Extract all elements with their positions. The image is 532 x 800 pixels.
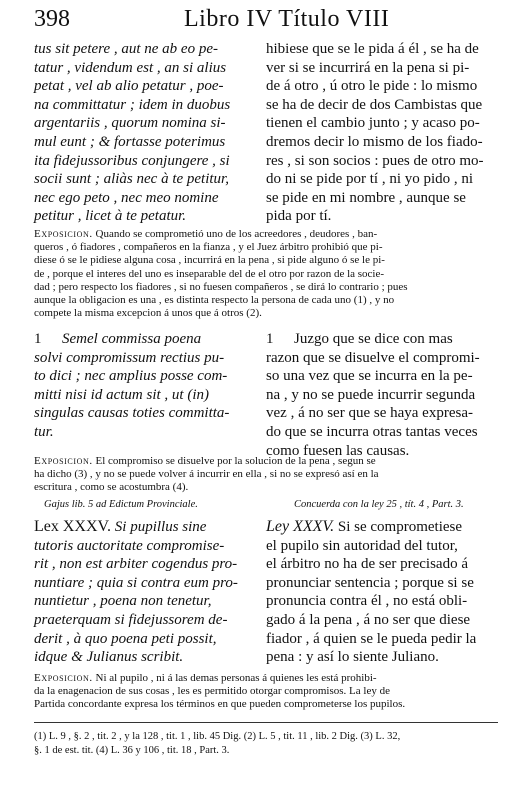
spanish-line: el árbitro no ha de ser precisado á (266, 556, 468, 573)
page-header (34, 6, 498, 38)
exposition-line: ha dicho (3) , y no se puede volver á incurrir en ella , si no se expresó así en la (34, 468, 379, 481)
spanish-line: tienen el cambio junto ; y acaso po- (266, 115, 480, 132)
exposition-line: da la enagenacion de sus cosas , les es permitido otorgar compromisos. La ley de (34, 685, 390, 698)
latin-column-3 (34, 518, 256, 667)
latin-line: tus sit petere , aut ne ab eo pe- (34, 41, 218, 57)
latin-line: solvi compromissum rectius pu- (34, 349, 225, 366)
spanish-column-3 (266, 518, 498, 667)
latin-line: rit , non est arbiter cogendus pro- (34, 556, 238, 573)
exposition-line: compete la misma excepcion á unos que á otros (2). (34, 307, 262, 320)
footnote-rule (34, 722, 498, 723)
latin-line: petat , vel ab alio petatur , poe- (34, 78, 224, 95)
exposition-heading: Exposicion. (34, 455, 93, 467)
paragraph-number: 1 (34, 331, 42, 347)
exposition-line: Partida concordante expresa los términos en que pueden comprometerse los pupilos. (34, 698, 406, 711)
exposition-heading: Exposicion. (34, 228, 93, 240)
exposition-line: de , porque el interes del uno es inseparable del de el otro por razon de la socie- (34, 267, 385, 280)
spanish-line: como fuesen las causas. (266, 442, 410, 459)
footnote-line: (1) L. 9 , §. 2 , tit. 2 , y la 128 , tit. 1 , lib. 45 Dig. (2) L. 5 , tit. 11 , lib. 2 Dig. (3) L. 32, (34, 731, 401, 742)
spanish-line: razon que se disuelve el compromi- (266, 349, 480, 366)
spanish-line: pida por tí. (266, 208, 332, 225)
spanish-line: Juzgo que se dice con mas (294, 331, 453, 347)
latin-line: nuntietur , poena non tenetur, (34, 593, 212, 610)
footnotes (34, 730, 504, 758)
latin-line: singulas causas toties committa- (34, 405, 230, 422)
spanish-line: se pide en mi nombre , aunque se (266, 189, 466, 206)
running-title: Libro IV Título VIII (184, 6, 390, 32)
latin-line: argentariis , quorum nomina si- (34, 115, 226, 132)
latin-line: nec ego peto , nec meo nomine (34, 189, 219, 206)
latin-line: Si pupillus sine (111, 519, 207, 535)
exposition-line: aunque la obligacion es una , es distinta respecto la persona de cada uno (1) , y no (34, 294, 395, 307)
latin-line: derit , à quo poena peti possit, (34, 630, 217, 647)
latin-line: tatur , videndum est , an si alius (34, 59, 227, 76)
spanish-line: se ha de decir de dos Cambistas que (266, 96, 483, 113)
spanish-line: do que se incurra otras tantas veces (266, 423, 478, 440)
law-heading: Ley XXXV. (266, 518, 335, 535)
latin-line: mitti nisi id actum sit , ut (in) (34, 386, 209, 403)
page-number: 398 (34, 6, 70, 32)
paragraph-number: 1 (266, 331, 274, 347)
spanish-line: de á otro , ú otro le pide : lo mismo (266, 78, 478, 95)
spanish-line: fiador , á quien se le pueda pedir la (266, 630, 477, 647)
footnote-line: §. 1 de est. tit. (4) L. 36 y 106 , tit. 18 , Part. 3. (34, 745, 230, 756)
exposition-line: queros , ó fiadores , compañeros en la fianza , y el Juez árbitro prohibió que pi- (34, 241, 383, 254)
latin-line: Semel commissa poena (62, 331, 202, 347)
exposition-heading: Exposicion. (34, 672, 93, 684)
spanish-line: Si se comprometiese (334, 519, 463, 535)
latin-line: tutoris auctoritate compromise- (34, 537, 225, 554)
spanish-line: el pupilo sin autoridad del tutor, (266, 537, 458, 554)
exposition-line: escritura , como se acostumbra (4). (34, 481, 189, 494)
latin-line: mul eunt ; & fortasse poterimus (34, 133, 226, 150)
exposition-3 (34, 672, 498, 712)
spanish-line: pronunciar sentencia ; porque si se (266, 574, 474, 591)
latin-line: praeterquam si fidejussorem de- (34, 611, 228, 628)
spanish-line: ver si se incurrirá en la pena si pi- (266, 59, 470, 76)
latin-column-2 (34, 330, 256, 442)
exposition-line: diese ó se le pidiese alguna cosa , incurrirá en la pena , si pide alguno ó se le pi- (34, 254, 385, 267)
source-citation-right: Concuerda con la ley 25 , tít. 4 , Part. 3. (294, 499, 464, 510)
spanish-line: vez , á no ser que se haya expresa- (266, 405, 473, 422)
latin-line: tur. (34, 423, 54, 440)
latin-column-1 (34, 40, 256, 226)
exposition-line: dad ; pero respecto los fiadores , si no fuesen compañeros , se dirá lo contrario ; pues (34, 280, 408, 293)
latin-line: idque & Julianus scribit. (34, 649, 184, 666)
law-heading: Lex XXXV. (34, 518, 112, 535)
spanish-line: gado á la pena , á no ser que diese (266, 611, 471, 628)
spanish-line: pena : y así lo siente Juliano. (266, 649, 439, 666)
latin-line: petitur , licet à te petatur. (34, 208, 187, 225)
source-citation-left: Gajus lib. 5 ad Edictum Provinciale. (44, 499, 198, 510)
spanish-line: res , si son socios : pues de otro mo- (266, 152, 484, 169)
exposition-1 (34, 228, 498, 320)
latin-line: to dici ; nec amplius posse com- (34, 368, 228, 385)
latin-line: na committatur ; idem in duobus (34, 96, 231, 113)
spanish-line: do ni se pide por tí , ni yo pido , ni (266, 171, 474, 188)
latin-line: ita fidejussoribus conjungere , si (34, 152, 230, 169)
spanish-line: na , y no se puede incurrir segunda (266, 386, 476, 403)
spanish-column-1 (266, 40, 498, 226)
spanish-column-2 (266, 330, 498, 460)
exposition-line: Ni al pupilo , ni á las demas personas á quienes les está prohibi- (92, 672, 377, 684)
latin-line: socii sunt ; aliàs nec à te petitur, (34, 171, 229, 188)
exposition-line: El compromiso se disuelve por la solucion de la pena , segun se (92, 455, 376, 467)
spanish-line: dremos decir lo mismo de los fiado- (266, 133, 483, 150)
exposition-line: Quando se comprometió uno de los acreedores , deudores , ban- (92, 228, 378, 240)
exposition-2 (34, 455, 498, 495)
spanish-line: pronuncia contra él , no está obli- (266, 593, 468, 610)
spanish-line: hibiese que se le pida á él , se ha de (266, 41, 479, 57)
spanish-line: so una vez que se incurra en la pe- (266, 368, 473, 385)
latin-line: nuntiare ; quia si contra eum pro- (34, 574, 238, 591)
